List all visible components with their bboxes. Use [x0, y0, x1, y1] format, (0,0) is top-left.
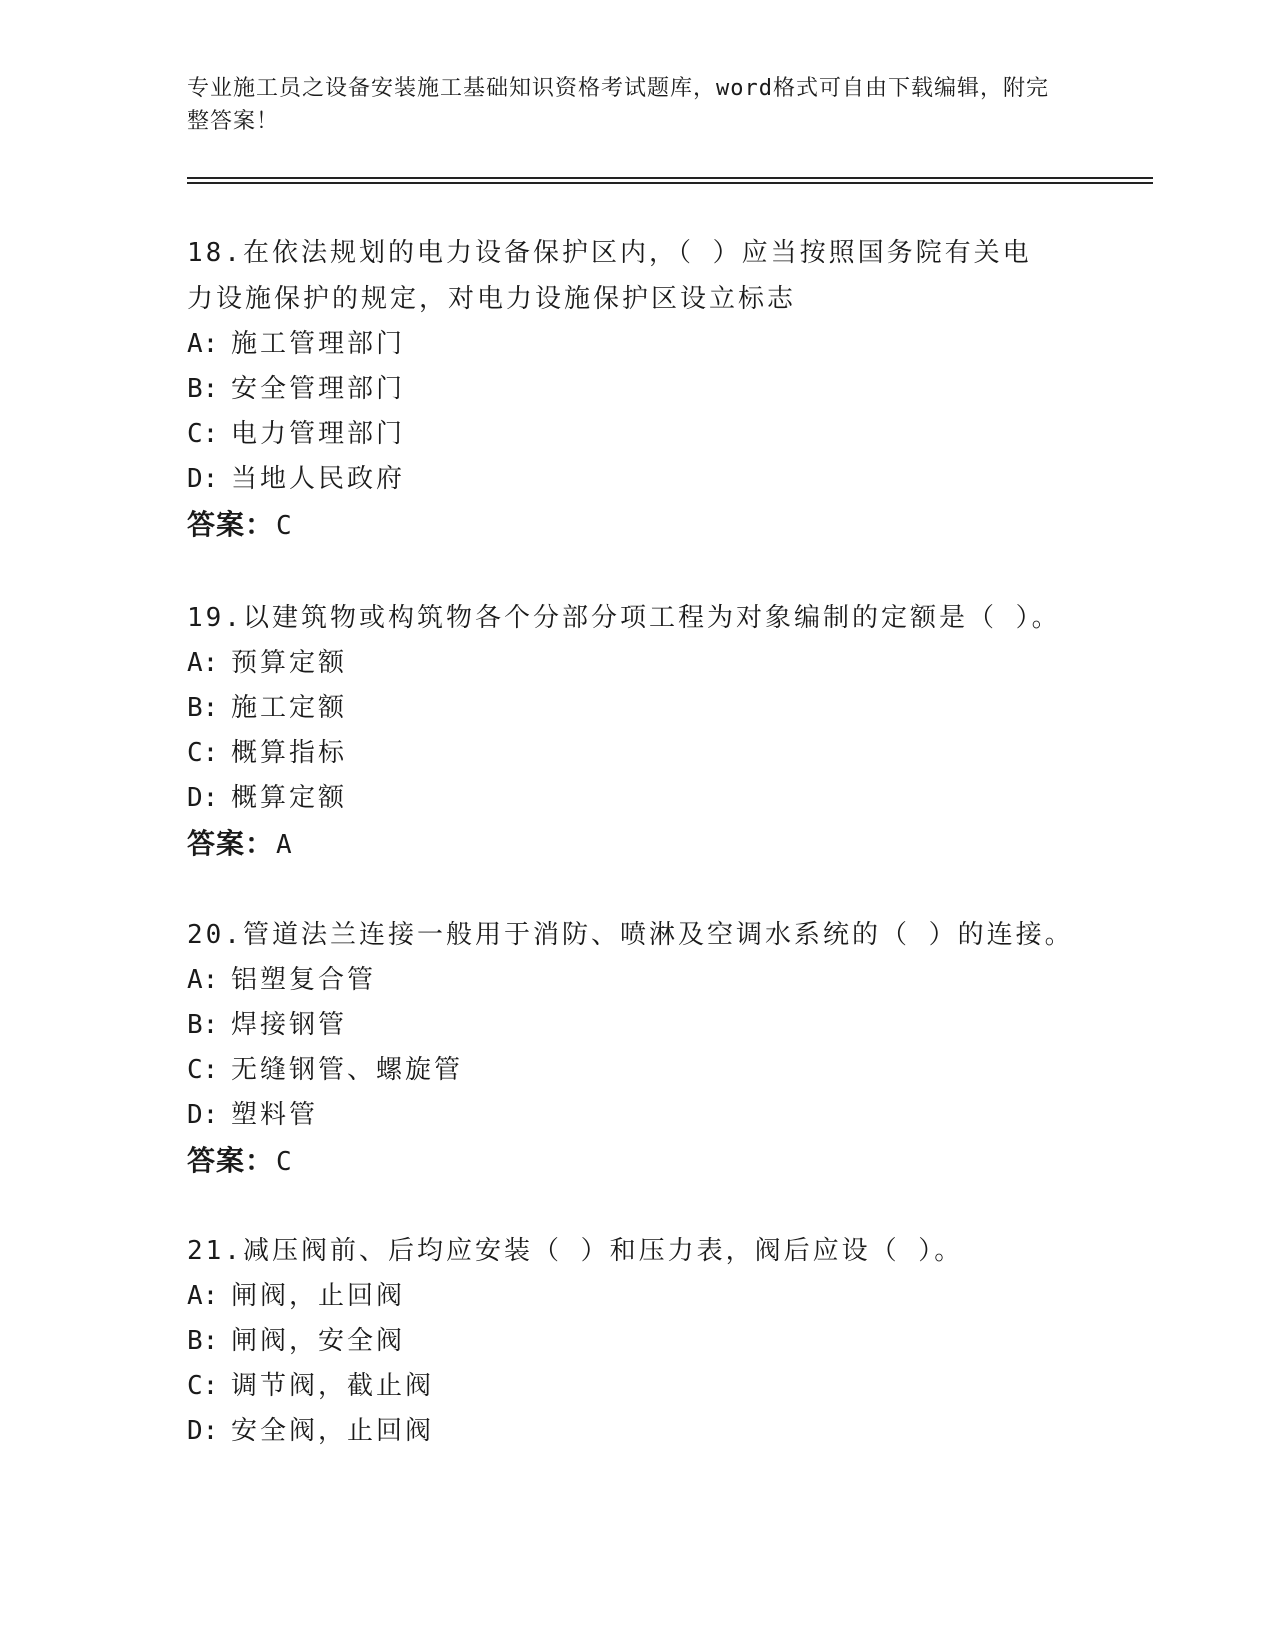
option-text: 无缝钢管、螺旋管: [231, 1055, 464, 1085]
option-text: 铝塑复合管: [231, 965, 377, 995]
option-text: 概算定额: [231, 783, 348, 813]
option-text: 电力管理部门: [231, 419, 406, 449]
option-letter: A:: [187, 648, 219, 678]
question-19: [187, 595, 1087, 866]
option-letter: C:: [187, 1055, 219, 1085]
header-divider-bottom: [187, 182, 1153, 184]
option-text: 塑料管: [231, 1100, 319, 1130]
answer-label: 答案：: [187, 508, 275, 541]
answer-line: [187, 1138, 1087, 1183]
answer-line: [187, 821, 1087, 866]
option-c: [187, 412, 1087, 457]
document-header: [187, 72, 1067, 138]
header-divider-top: [187, 177, 1153, 179]
option-a: [187, 641, 1087, 686]
option-letter: B:: [187, 1326, 219, 1356]
option-letter: D:: [187, 1100, 219, 1130]
question-stem: 21.减压阀前、后均应安装（ ）和压力表，阀后应设（ ）。: [187, 1236, 964, 1266]
question-21: [187, 1228, 1087, 1454]
option-text: 安全阀，止回阀: [231, 1416, 435, 1446]
option-letter: A:: [187, 1281, 219, 1311]
option-letter: A:: [187, 329, 219, 359]
option-b: [187, 367, 1087, 412]
option-a: [187, 958, 1087, 1003]
option-d: [187, 1093, 1087, 1138]
answer-line: [187, 502, 1087, 547]
question-stem: 20.管道法兰连接一般用于消防、喷淋及空调水系统的（ ）的连接。: [187, 920, 1074, 950]
option-text: 闸阀，安全阀: [231, 1326, 406, 1356]
option-b: [187, 1319, 1087, 1364]
option-d: [187, 776, 1087, 821]
answer-value: C: [276, 511, 293, 541]
option-letter: D:: [187, 464, 219, 494]
option-letter: D:: [187, 783, 219, 813]
option-letter: B:: [187, 374, 219, 404]
option-letter: A:: [187, 965, 219, 995]
option-d: [187, 1409, 1087, 1454]
option-c: [187, 1364, 1087, 1409]
option-letter: B:: [187, 693, 219, 723]
option-letter: B:: [187, 1010, 219, 1040]
option-text: 调节阀，截止阀: [231, 1371, 435, 1401]
option-d: [187, 457, 1087, 502]
option-text: 闸阀，止回阀: [231, 1281, 406, 1311]
option-text: 预算定额: [231, 648, 348, 678]
answer-label: 答案：: [187, 1144, 275, 1177]
header-text: 专业施工员之设备安装施工基础知识资格考试题库，word格式可自由下载编辑，附完整答案！: [187, 76, 1049, 134]
option-text: 安全管理部门: [231, 374, 406, 404]
option-a: [187, 1274, 1087, 1319]
answer-value: C: [276, 1147, 293, 1177]
answer-value: A: [276, 830, 293, 860]
question-18: [187, 230, 1087, 547]
answer-label: 答案：: [187, 827, 275, 860]
option-b: [187, 1003, 1087, 1048]
option-text: 概算指标: [231, 738, 348, 768]
option-text: 当地人民政府: [231, 464, 406, 494]
option-letter: D:: [187, 1416, 219, 1446]
option-b: [187, 686, 1087, 731]
option-letter: C:: [187, 1371, 219, 1401]
question-20: [187, 912, 1087, 1183]
option-a: [187, 322, 1087, 367]
question-stem: 18.在依法规划的电力设备保护区内，（ ）应当按照国务院有关电力设施保护的规定，对电力设施保护区设立标志: [187, 238, 1032, 314]
option-text: 焊接钢管: [231, 1010, 348, 1040]
option-text: 施工管理部门: [231, 329, 406, 359]
option-c: [187, 1048, 1087, 1093]
option-text: 施工定额: [231, 693, 348, 723]
option-letter: C:: [187, 419, 219, 449]
option-letter: C:: [187, 738, 219, 768]
question-stem: 19.以建筑物或构筑物各个分部分项工程为对象编制的定额是（ ）。: [187, 603, 1061, 633]
option-c: [187, 731, 1087, 776]
